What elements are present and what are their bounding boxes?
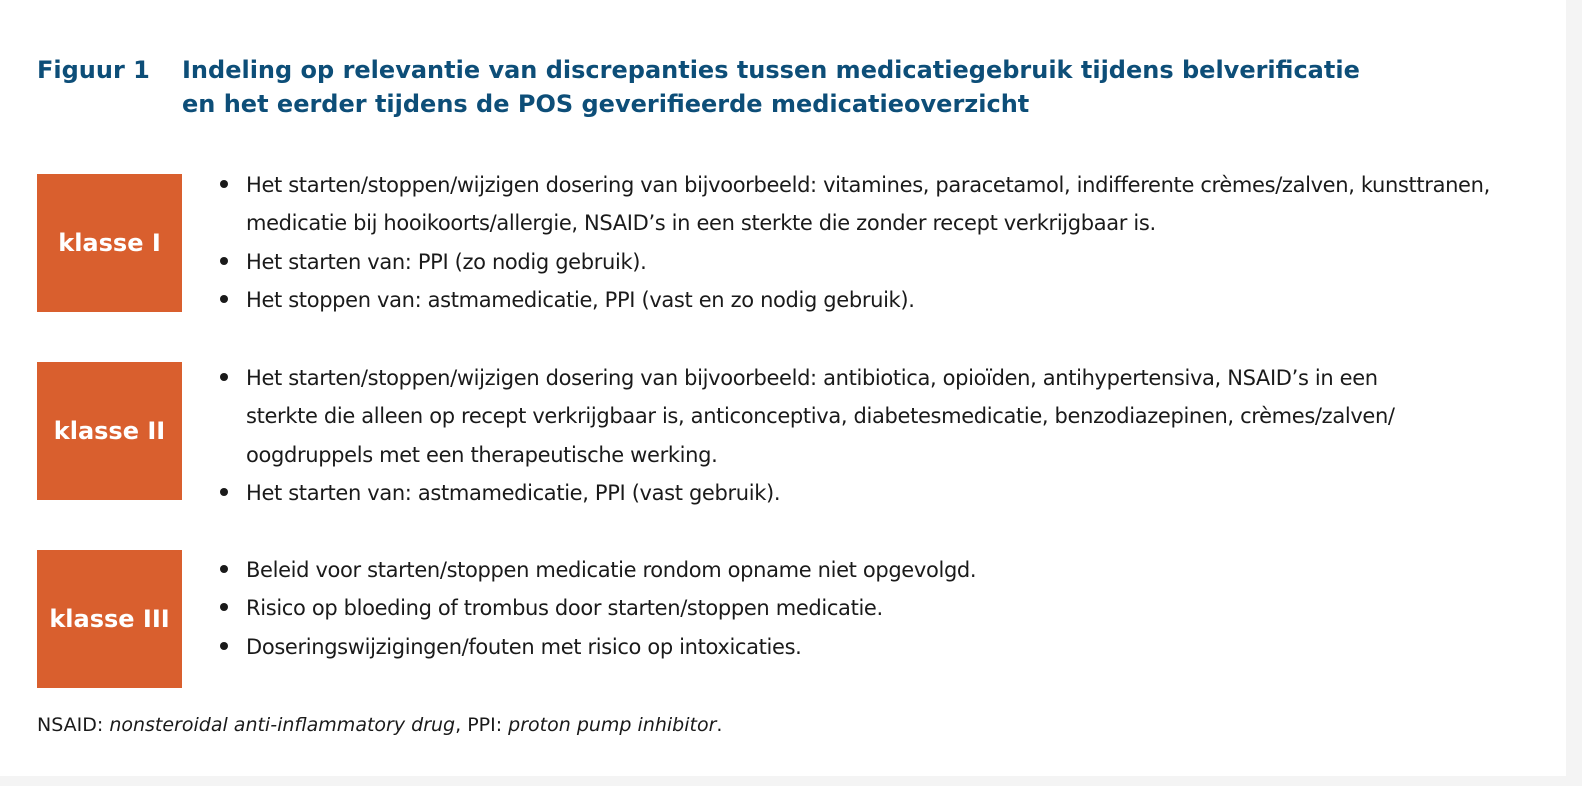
bullet-icon	[220, 488, 228, 496]
bullet-icon	[220, 603, 228, 611]
list-item-line: Het starten van: astmamedicatie, PPI (vast gebruik).	[246, 480, 781, 505]
list-item-line: Risico op bloeding of trombus door starten/stoppen medicatie.	[246, 596, 883, 621]
footnote-separator: ,	[455, 714, 462, 736]
list-item	[216, 281, 1546, 319]
figure-title	[182, 53, 1482, 121]
footnote-abbr: NSAID:	[37, 714, 104, 736]
list-item-line: Het starten/stoppen/wijzigen dosering van bijvoorbeeld: vitamines, paracetamol, indifferente crèmes/zalven, kunsttranen,	[246, 173, 1490, 197]
klasse-2-list	[216, 359, 1546, 512]
list-item	[216, 243, 1546, 281]
list-item-line: Doseringswijzigingen/fouten met risico op intoxicaties.	[246, 634, 802, 659]
bullet-icon	[220, 565, 228, 573]
list-item-line: Het starten/stoppen/wijzigen dosering van bijvoorbeeld: antibiotica, opioïden, antihypertensiva, NSAID’s in een	[246, 366, 1378, 390]
list-item-line: Het stoppen van: astmamedicatie, PPI (vast en zo nodig gebruik).	[246, 287, 915, 312]
list-item-line: oogdruppels met een therapeutische werking.	[246, 442, 718, 467]
klasse-3-badge: klasse III	[37, 550, 182, 688]
list-item	[216, 166, 1546, 243]
figure-title-line: Indeling op relevantie van discrepanties tussen medicatiegebruik tijdens belverificatie	[182, 56, 1360, 84]
footnote-definition: nonsteroidal anti-inflammatory drug	[109, 714, 456, 736]
bullet-icon	[220, 295, 228, 303]
klasse-2-badge: klasse II	[37, 362, 182, 500]
figure-title-line: en het eerder tijdens de POS geverifieerde medicatieoverzicht	[182, 90, 1030, 118]
bullet-icon	[220, 642, 228, 650]
bullet-icon	[220, 257, 228, 265]
list-item-line: Het starten van: PPI (zo nodig gebruik).	[246, 249, 647, 274]
klasse-1-list	[216, 166, 1546, 319]
footnote	[37, 710, 722, 740]
list-item-line: sterkte die alleen op recept verkrijgbaar is, anticonceptiva, diabetesmedicatie, benzodiazepinen, crèmes/zalven/	[246, 404, 1395, 429]
list-item-line: Beleid voor starten/stoppen medicatie rondom opname niet opgevolgd.	[246, 558, 977, 582]
list-item-line: medicatie bij hooikoorts/allergie, NSAID’s in een sterkte die zonder recept verkrijgbaar is.	[246, 211, 1156, 236]
list-item	[216, 628, 1546, 666]
footnote-definition: proton pump inhibitor	[508, 714, 717, 736]
klasse-1-badge: klasse I	[37, 174, 182, 312]
figure-label: Figuur 1	[37, 56, 150, 84]
bullet-icon	[220, 373, 228, 381]
list-item	[216, 551, 1546, 589]
list-item	[216, 589, 1546, 627]
list-item	[216, 474, 1546, 512]
bullet-icon	[220, 180, 228, 188]
footnote-abbr: PPI:	[467, 714, 503, 736]
list-item	[216, 359, 1546, 474]
klasse-3-list	[216, 551, 1546, 666]
footnote-end: .	[716, 714, 723, 736]
